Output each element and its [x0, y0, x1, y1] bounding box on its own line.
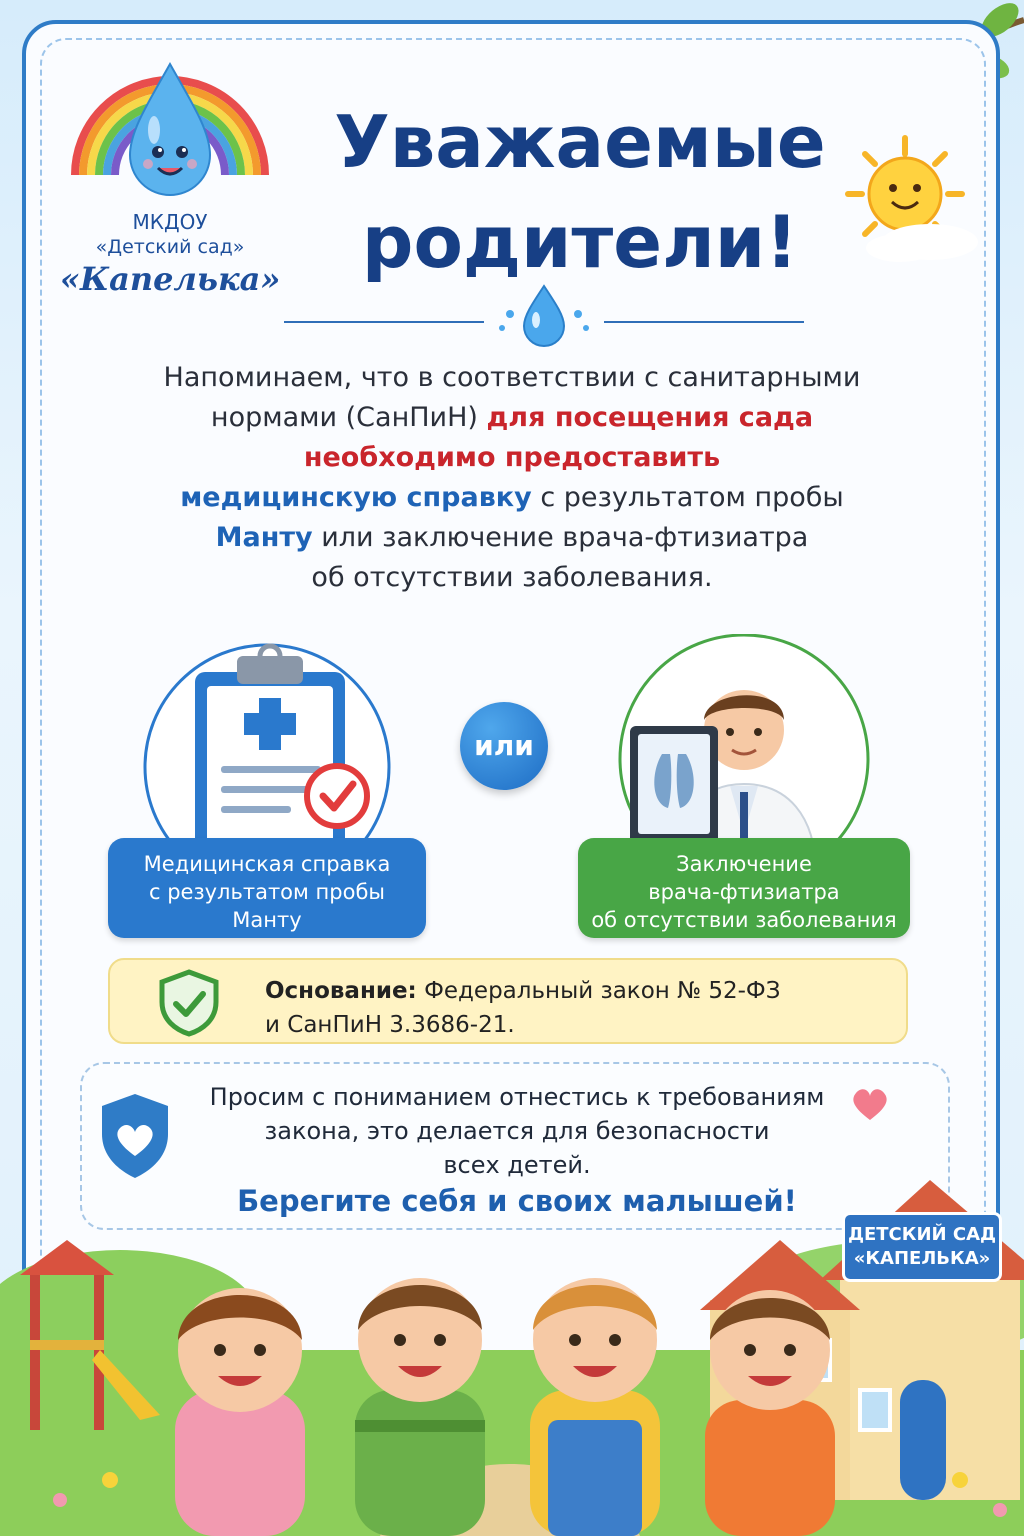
- check-circle-icon: [307, 766, 367, 826]
- intro-line-5: [90, 518, 934, 558]
- logo-subtitle: «Детский сад»: [95, 236, 245, 258]
- intro-text: [90, 358, 934, 598]
- request-text: [187, 1080, 847, 1182]
- intro-line-2: [90, 398, 934, 438]
- intro-line-3: необходимо предоставить: [303, 442, 721, 473]
- intro-text-red: для посещения сада: [486, 402, 814, 433]
- card-right-line-3: об отсутствии заболевания: [591, 908, 897, 932]
- logo-org-type: МКДОУ: [132, 210, 208, 234]
- house-sign-line-1: ДЕТСКИЙ САД: [847, 1224, 997, 1245]
- request-line-1: Просим с пониманием отнестись к требованиям: [209, 1083, 825, 1111]
- logo-name: «Капелька»: [60, 260, 281, 298]
- heart-icon: [850, 1086, 890, 1122]
- card-left-line-2: с результатом пробы: [148, 880, 385, 904]
- closing-slogan: Берегите себя и своих малышей!: [237, 1184, 797, 1218]
- child-boy-green-icon: [355, 1278, 485, 1536]
- legal-basis-text: [265, 974, 780, 1042]
- child-boy-orange-icon: [705, 1290, 835, 1536]
- request-line-3: всех детей.: [443, 1151, 591, 1179]
- shield-heart-icon: [96, 1090, 174, 1182]
- water-drop-mascot-icon: [120, 60, 220, 200]
- legal-basis-banner: [108, 958, 908, 1044]
- intro-text-normal: нормами (СанПиН): [210, 402, 487, 433]
- drop-divider: [284, 280, 804, 350]
- medical-certificate-card: [108, 838, 426, 938]
- card-right-line-2: врача-фтизиатра: [648, 880, 840, 904]
- basis-law: Федеральный закон № 52-ФЗ: [416, 978, 781, 1004]
- kindergarten-logo: [60, 60, 280, 310]
- card-left-line-1: Медицинская справка: [143, 852, 391, 876]
- intro-line-1: Напоминаем, что в соответствии с санитарными: [163, 362, 861, 393]
- house-sign: [842, 1212, 1002, 1282]
- title-line-2: родители!: [361, 200, 799, 284]
- child-girl-pink-icon: [175, 1288, 305, 1536]
- intro-text-normal: с результатом пробы: [531, 482, 844, 513]
- intro-text-blue: Манту: [215, 522, 313, 553]
- basis-sanpin: и СанПиН 3.3686-21.: [265, 1012, 515, 1038]
- card-left-line-3: Манту: [232, 908, 302, 932]
- shield-check-icon: [156, 968, 222, 1038]
- intro-text-normal: или заключение врача-фтизиатра: [312, 522, 809, 553]
- card-right-line-1: Заключение: [676, 852, 812, 876]
- request-line-2: закона, это делается для безопасности: [264, 1117, 770, 1145]
- page-title: [290, 92, 870, 292]
- intro-line-4: [90, 478, 934, 518]
- or-badge: или: [460, 702, 548, 790]
- intro-text-blue: медицинскую справку: [180, 482, 532, 513]
- intro-line-6: об отсутствии заболевания.: [311, 562, 713, 593]
- basis-label: Основание:: [265, 978, 417, 1004]
- child-girl-overalls-icon: [530, 1278, 660, 1536]
- phthisiatrician-card: [578, 838, 910, 938]
- title-line-1: Уважаемые: [334, 100, 826, 184]
- house-sign-line-2: «КАПЕЛЬКА»: [853, 1248, 991, 1269]
